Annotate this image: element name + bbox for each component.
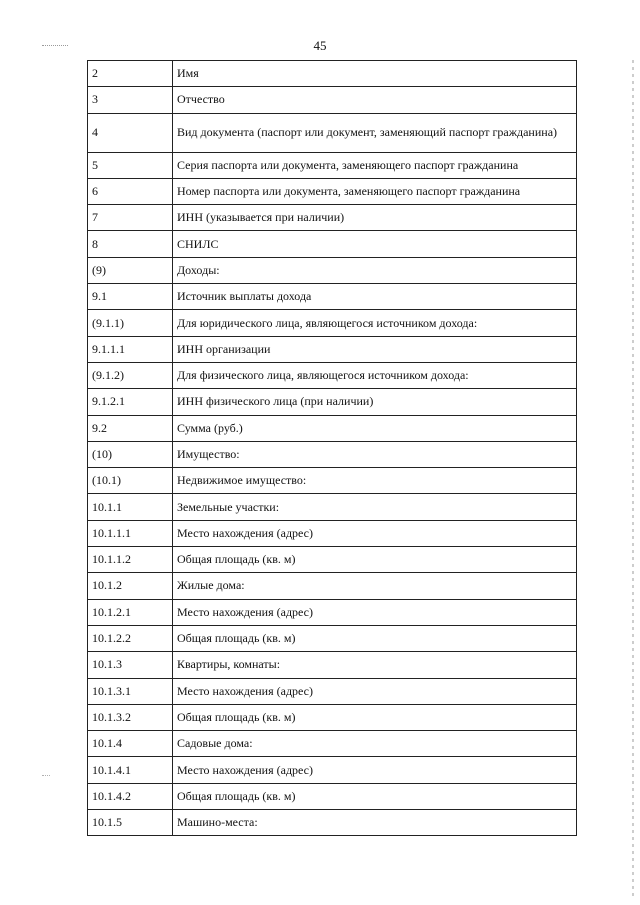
row-label: Место нахождения (адрес) — [173, 678, 577, 704]
table-row — [88, 652, 577, 678]
row-label: Сумма (руб.) — [173, 415, 577, 441]
row-number: 10.1.2 — [88, 573, 173, 599]
table-row — [88, 494, 577, 520]
table-row — [88, 783, 577, 809]
row-number: 10.1.4.2 — [88, 783, 173, 809]
table-row — [88, 573, 577, 599]
row-number: 10.1.3.1 — [88, 678, 173, 704]
row-label: Место нахождения (адрес) — [173, 599, 577, 625]
row-number: 4 — [88, 113, 173, 152]
table-row — [88, 547, 577, 573]
scan-edge-artifact — [632, 60, 634, 900]
row-label: Источник выплаты дохода — [173, 284, 577, 310]
table-row — [88, 61, 577, 87]
table-row — [88, 362, 577, 388]
row-number: 10.1.1.1 — [88, 520, 173, 546]
row-label: Жилые дома: — [173, 573, 577, 599]
row-number: 10.1.4.1 — [88, 757, 173, 783]
row-label: СНИЛС — [173, 231, 577, 257]
page-number: 45 — [313, 38, 327, 53]
row-label: Общая площадь (кв. м) — [173, 625, 577, 651]
table-row — [88, 152, 577, 178]
table-row — [88, 389, 577, 415]
row-number: (9) — [88, 257, 173, 283]
row-label: ИНН (указывается при наличии) — [173, 205, 577, 231]
row-label: Имя — [173, 61, 577, 87]
row-number: 8 — [88, 231, 173, 257]
row-label: Место нахождения (адрес) — [173, 757, 577, 783]
table-row — [88, 810, 577, 836]
row-number: 10.1.3 — [88, 652, 173, 678]
row-label: Общая площадь (кв. м) — [173, 704, 577, 730]
row-label: Вид документа (паспорт или документ, заменяющий паспорт гражданина) — [173, 113, 577, 152]
row-number: (9.1.1) — [88, 310, 173, 336]
table-row — [88, 678, 577, 704]
row-number: 7 — [88, 205, 173, 231]
row-number: (10.1) — [88, 468, 173, 494]
table-row — [88, 441, 577, 467]
table-row — [88, 599, 577, 625]
row-label: Общая площадь (кв. м) — [173, 547, 577, 573]
scan-artifact — [42, 45, 68, 46]
row-number: 9.1 — [88, 284, 173, 310]
row-label: Номер паспорта или документа, заменяющего паспорт гражданина — [173, 178, 577, 204]
row-label: Доходы: — [173, 257, 577, 283]
table-row — [88, 625, 577, 651]
table-row — [88, 757, 577, 783]
row-number: 10.1.5 — [88, 810, 173, 836]
row-label: Недвижимое имущество: — [173, 468, 577, 494]
row-number: 10.1.2.1 — [88, 599, 173, 625]
table-row — [88, 87, 577, 113]
fields-table-body — [88, 61, 577, 836]
table-row — [88, 468, 577, 494]
row-label: ИНН физического лица (при наличии) — [173, 389, 577, 415]
table-row — [88, 731, 577, 757]
row-number: 2 — [88, 61, 173, 87]
table-row — [88, 336, 577, 362]
row-number: 6 — [88, 178, 173, 204]
row-label: Земельные участки: — [173, 494, 577, 520]
table-row — [88, 520, 577, 546]
scan-artifact — [42, 775, 50, 776]
table-row — [88, 205, 577, 231]
table-row — [88, 257, 577, 283]
row-number: 10.1.1 — [88, 494, 173, 520]
table-row — [88, 415, 577, 441]
table-row — [88, 704, 577, 730]
table-row — [88, 284, 577, 310]
row-label: Садовые дома: — [173, 731, 577, 757]
row-number: 10.1.1.2 — [88, 547, 173, 573]
row-number: (9.1.2) — [88, 362, 173, 388]
row-label: Машино-места: — [173, 810, 577, 836]
row-label: Отчество — [173, 87, 577, 113]
fields-table — [87, 60, 577, 836]
row-number: 9.1.2.1 — [88, 389, 173, 415]
row-label: Серия паспорта или документа, заменяющего паспорт гражданина — [173, 152, 577, 178]
table-row — [88, 310, 577, 336]
row-label: Для физического лица, являющегося источником дохода: — [173, 362, 577, 388]
row-number: 5 — [88, 152, 173, 178]
row-number: 10.1.3.2 — [88, 704, 173, 730]
row-number: 10.1.2.2 — [88, 625, 173, 651]
row-label: Место нахождения (адрес) — [173, 520, 577, 546]
table-row — [88, 231, 577, 257]
row-number: 9.1.1.1 — [88, 336, 173, 362]
row-label: Для юридического лица, являющегося источником дохода: — [173, 310, 577, 336]
row-number: (10) — [88, 441, 173, 467]
table-row — [88, 113, 577, 152]
row-label: Общая площадь (кв. м) — [173, 783, 577, 809]
row-number: 3 — [88, 87, 173, 113]
row-label: ИНН организации — [173, 336, 577, 362]
table-row — [88, 178, 577, 204]
row-label: Имущество: — [173, 441, 577, 467]
row-number: 9.2 — [88, 415, 173, 441]
row-label: Квартиры, комнаты: — [173, 652, 577, 678]
row-number: 10.1.4 — [88, 731, 173, 757]
